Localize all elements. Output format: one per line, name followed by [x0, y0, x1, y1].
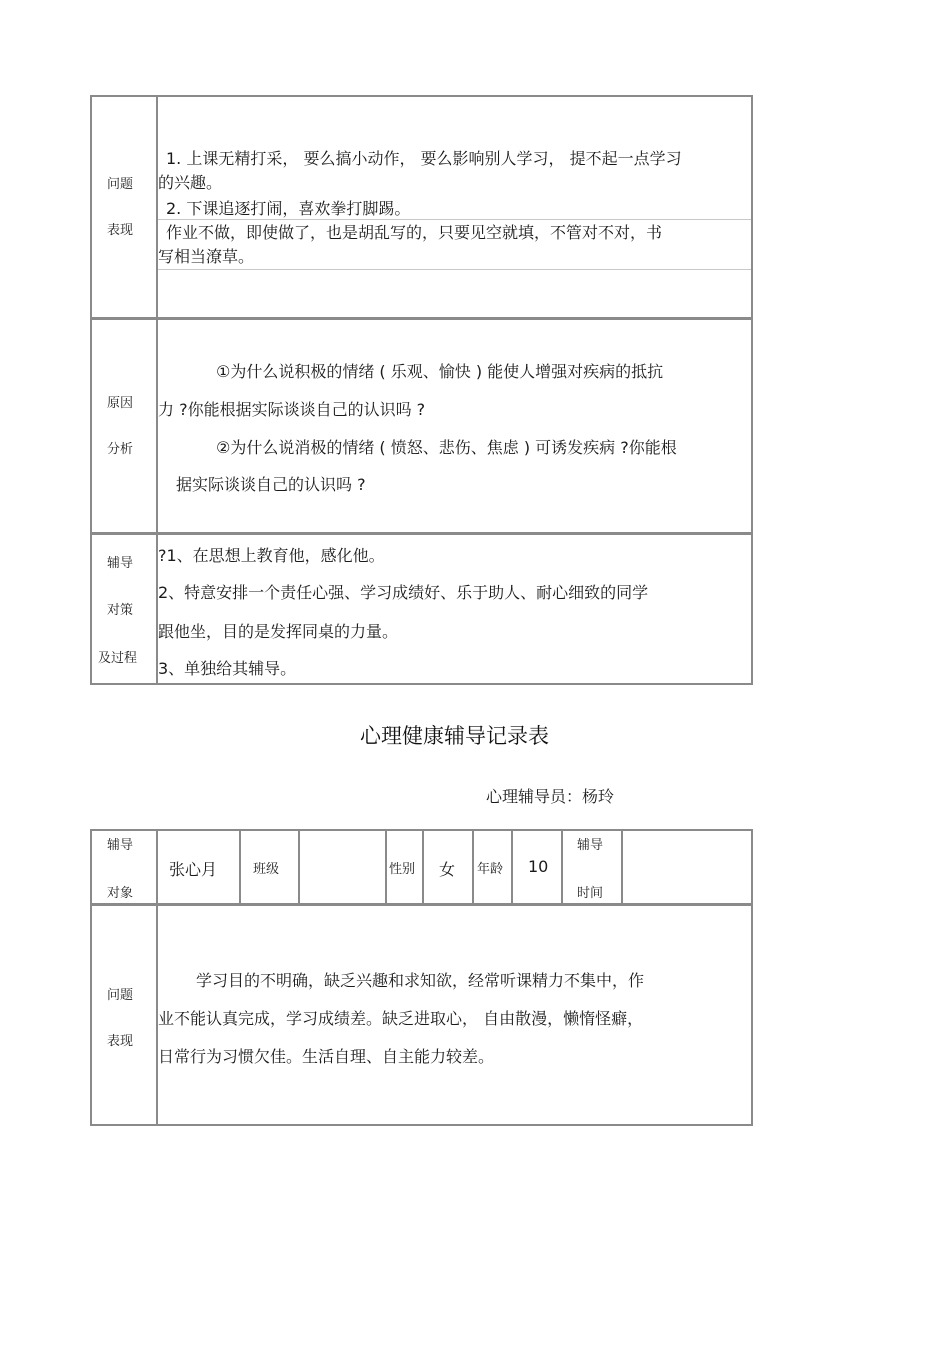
page-title: 心理健康辅导记录表 [360, 724, 549, 748]
problem2-label-line2: 表现 [107, 1034, 134, 1049]
cause-label-line2: 分析 [107, 442, 134, 457]
header-divider [298, 829, 300, 905]
gender-value: 女 [439, 860, 456, 879]
counselor-name: 心理辅导员：杨玲 [486, 787, 615, 806]
header-divider [621, 829, 623, 905]
problem-label-line2: 表现 [107, 223, 134, 238]
cause-row [90, 318, 753, 534]
problem-label-line1: 问题 [107, 177, 134, 192]
strategy-label-line1: 辅导 [107, 556, 134, 571]
problem2-text-line: 业不能认真完成，学习成绩差。缺乏进取心， 自由散漫，懒惰怪癖， [158, 1009, 644, 1028]
problem-text-line: 的兴趣。 [158, 173, 223, 192]
problem-text-line: 1. 上课无精打采， 要么搞小动作， 要么影响别人学习， 提不起一点学习 [166, 149, 682, 168]
problem-text-line: 写相当潦草。 [158, 247, 255, 266]
age-label: 年龄 [477, 862, 504, 877]
problem-text-line: 作业不做，即使做了，也是胡乱写的，只要见空就填，不管对不对，书 [166, 223, 663, 242]
age-value: 10 [528, 857, 549, 876]
header-divider [472, 829, 474, 905]
problem-row-inner-line [158, 269, 751, 270]
cause-text-line: ②为什么说消极的情绪 ( 愤怒、悲伤、焦虑 ) 可诱发疾病 ?你能根 [216, 438, 677, 457]
class-label: 班级 [253, 862, 280, 877]
problem2-text-line: 学习目的不明确，缺乏兴趣和求知欲，经常听课精力不集中，作 [196, 971, 645, 990]
problem2-label-line1: 问题 [107, 988, 134, 1003]
problem-text-line: 2. 下课追逐打闹，喜欢拳打脚踢。 [166, 199, 411, 218]
strategy-label-line3: 及过程 [98, 651, 138, 666]
header-divider [511, 829, 513, 905]
strategy-label-line2: 对策 [107, 603, 134, 618]
gender-label: 性别 [389, 862, 416, 877]
header-divider [561, 829, 563, 905]
cause-label-line1: 原因 [107, 396, 134, 411]
strategy-text-line: 2、特意安排一个责任心强、学习成绩好、乐于助人、耐心细致的同学 [158, 583, 649, 602]
strategy-text-line: 跟他坐，目的是发挥同桌的力量。 [158, 622, 399, 641]
header-divider [239, 829, 241, 905]
header-divider [156, 829, 158, 905]
problem2-text-line: 日常行为习惯欠佳。生活自理、自主能力较差。 [158, 1047, 495, 1066]
strategy-text-line: 3、单独给其辅导。 [158, 659, 297, 678]
target-label-line1: 辅导 [107, 838, 134, 853]
time-label-line1: 辅导 [577, 838, 604, 853]
time-label-line2: 时间 [577, 886, 604, 901]
strategy-text-line: ?1、在思想上教育他，感化他。 [158, 546, 385, 565]
cause-row-divider [156, 318, 158, 534]
header-divider [422, 829, 424, 905]
cause-text-line: 力 ?你能根据实际谈谈自己的认识吗 ? [158, 400, 426, 419]
target-label-line2: 对象 [107, 886, 134, 901]
cause-text-line: 据实际谈谈自己的认识吗 ? [176, 475, 366, 494]
problem-row-divider [156, 95, 158, 319]
student-name: 张心月 [169, 860, 218, 879]
header-divider [385, 829, 387, 905]
cause-text-line: ①为什么说积极的情绪 ( 乐观、愉快 ) 能使人增强对疾病的抵抗 [216, 362, 664, 381]
